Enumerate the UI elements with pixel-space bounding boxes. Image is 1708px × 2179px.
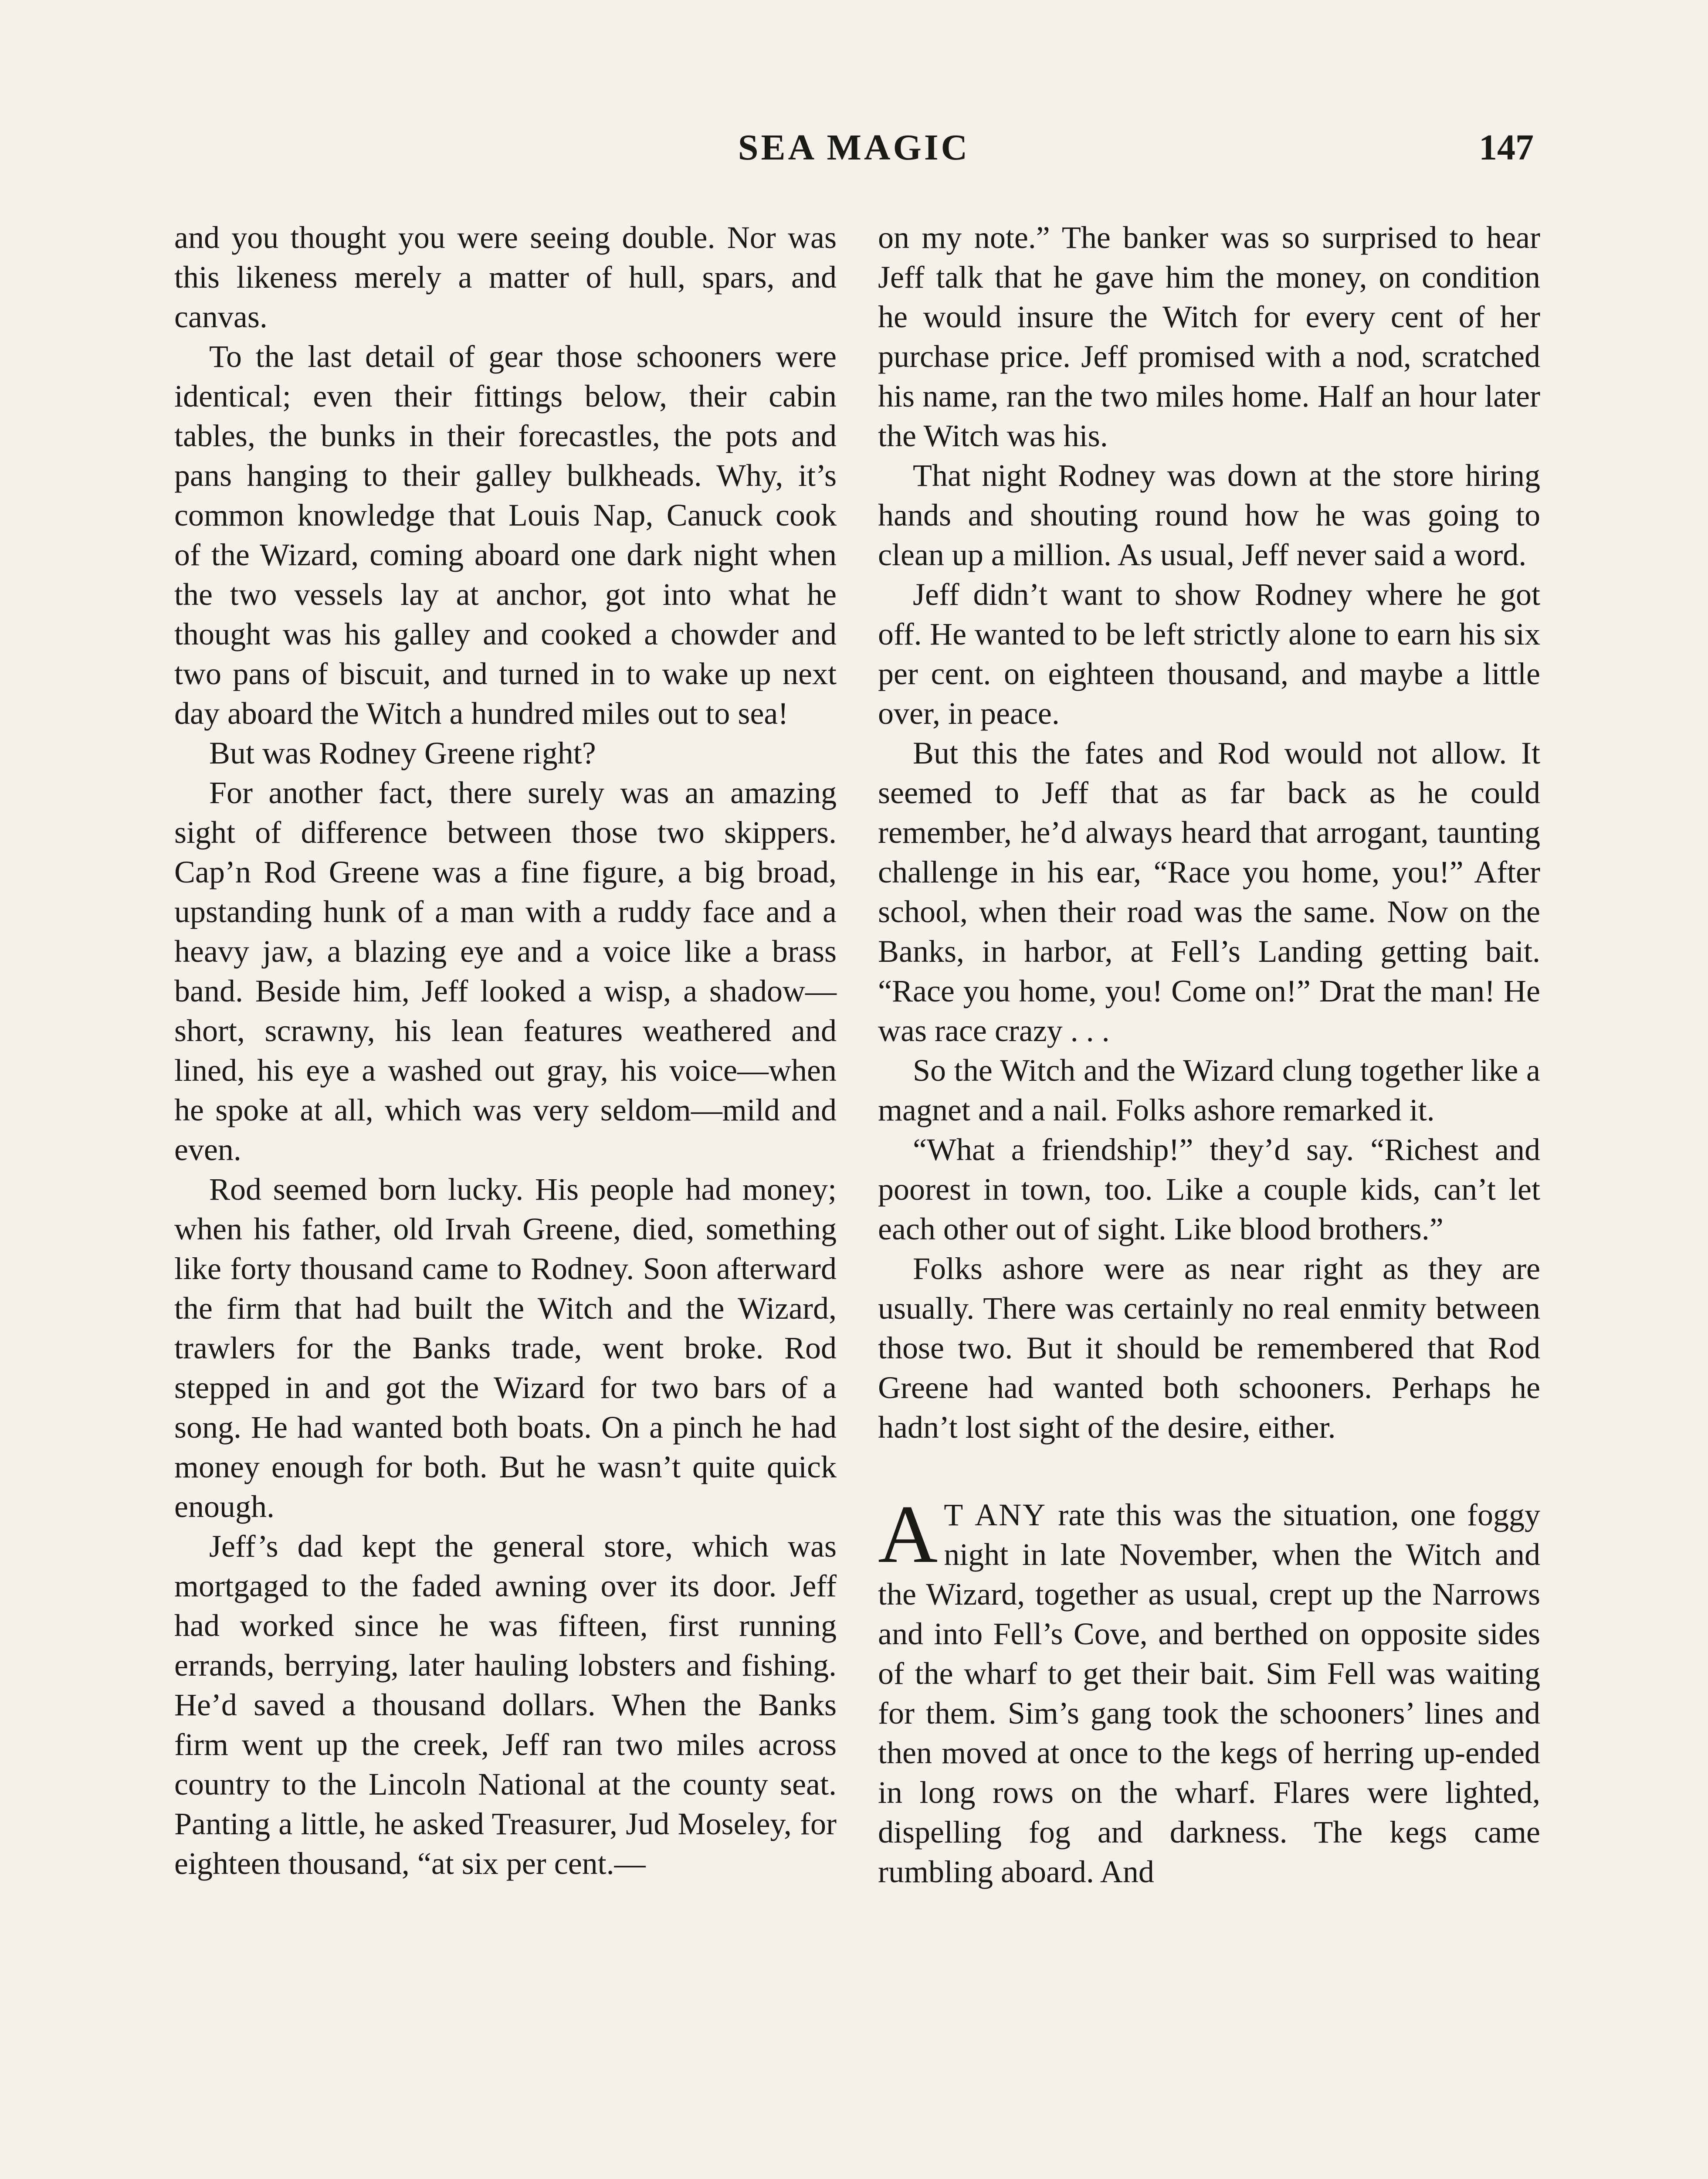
opening-small-caps: T ANY: [944, 1497, 1047, 1532]
paragraph: That night Rodney was down at the store hiring hands and shouting round how he was going to clean up a million. As usual, Jeff never said a word.: [878, 458, 1540, 572]
paragraph: For another fact, there surely was an amazing sight of difference between those two skippers. Cap’n Rod Greene was a fine figure, a big broad, upstanding hunk of a man with a ruddy face and a heavy jaw, a blazing eye and a voice like a brass band. Beside him, Jeff looked a wisp, a shadow—short, scrawny, his lean features weathered and lined, his eye a washed out gray, his voice—when he spoke at all, which was very seldom—mild and even.: [174, 775, 837, 1167]
paragraph: “What a friendship!” they’d say. “Richest and poorest in town, too. Like a couple kids, can’t let each other out of sight. Like blood brothers.”: [878, 1132, 1540, 1246]
left-column: [174, 218, 837, 1884]
paragraph: But was Rodney Greene right?: [209, 736, 596, 770]
paragraph: To the last detail of gear those schooners were identical; even their fittings below, their cabin tables, the bunks in their forecastles, the pots and pans hanging to their galley bulkheads. Why, it’s common knowledge that Louis Nap, Canuck cook of the Wizard, coming aboard one dark night when the two vessels lay at anchor, got into what he thought was his galley and cooked a chowder and two pans of biscuit, and turned in to wake up next day aboard the Witch a hundred miles out to sea!: [174, 339, 837, 731]
paragraph: Folks ashore were as near right as they are usually. There was certainly no real enmity between those two. But it should be remembered that Rod Greene had wanted both schooners. Perhaps he hadn’t lost sight of the desire, either.: [878, 1251, 1540, 1445]
paragraph: on my note.” The banker was so surprised to hear Jeff talk that he gave him the money, on condition he would insure the Witch for every cent of her purchase price. Jeff promised with a nod, scratched his name, ran the two miles home. Half an hour later the Witch was his.: [878, 220, 1540, 453]
page-number: 147: [1479, 127, 1534, 168]
drop-cap: A: [878, 1489, 938, 1580]
right-column: [878, 218, 1540, 1892]
paragraph: Jeff’s dad kept the general store, which was mortgaged to the faded awning over its door. Jeff had worked since he was fifteen, first running errands, berrying, later hauling lobsters and fishing. He’d saved a thousand dollars. When the Banks firm went up the creek, Jeff ran two miles across country to the Lincoln National at the county seat. Panting a little, he asked Treasurer, Jud Moseley, for eighteen thousand, “at six per cent.—: [174, 1529, 837, 1881]
paragraph: and you thought you were seeing double. Nor was this likeness merely a matter of hull, spars, and canvas.: [174, 220, 837, 334]
paragraph: Jeff didn’t want to show Rodney where he got off. He wanted to be left strictly alone to earn his six per cent. on eighteen thousand, and maybe a little over, in peace.: [878, 577, 1540, 731]
running-head: SEA MAGIC: [738, 127, 970, 168]
section-opening-paragraph: [878, 1489, 1540, 1892]
paragraph: But this the fates and Rod would not allow. It seemed to Jeff that as far back as he could remember, he’d always heard that arrogant, taunting challenge in his ear, “Race you home, you!” After school, when their road was the same. Now on the Banks, in harbor, at Fell’s Landing getting bait. “Race you home, you! Come on!” Drat the man! He was race crazy . . .: [878, 736, 1540, 1048]
paragraph: So the Witch and the Wizard clung together like a magnet and a nail. Folks ashore remarked it.: [878, 1053, 1540, 1127]
page-header: [174, 126, 1534, 179]
paragraph-text: rate this was the situation, one foggy night in late November, when the Witch and the Wizard, together as usual, crept up the Narrows and into Fell’s Cove, and berthed on opposite sides of the wharf to get their bait. Sim Fell was waiting for them. Sim’s gang took the schooners’ lines and then moved at once to the kegs of herring up-ended in long rows on the wharf. Flares were lighted, dispelling fog and darkness. The kegs came rumbling aboard. And: [878, 1497, 1540, 1889]
paragraph: Rod seemed born lucky. His people had money; when his father, old Irvah Greene, died, something like forty thousand came to Rodney. Soon afterward the firm that had built the Witch and the Wizard, trawlers for the Banks trade, went broke. Rod stepped in and got the Wizard for two bars of a song. He had wanted both boats. On a pinch he had money enough for both. But he wasn’t quite quick enough.: [174, 1172, 837, 1524]
